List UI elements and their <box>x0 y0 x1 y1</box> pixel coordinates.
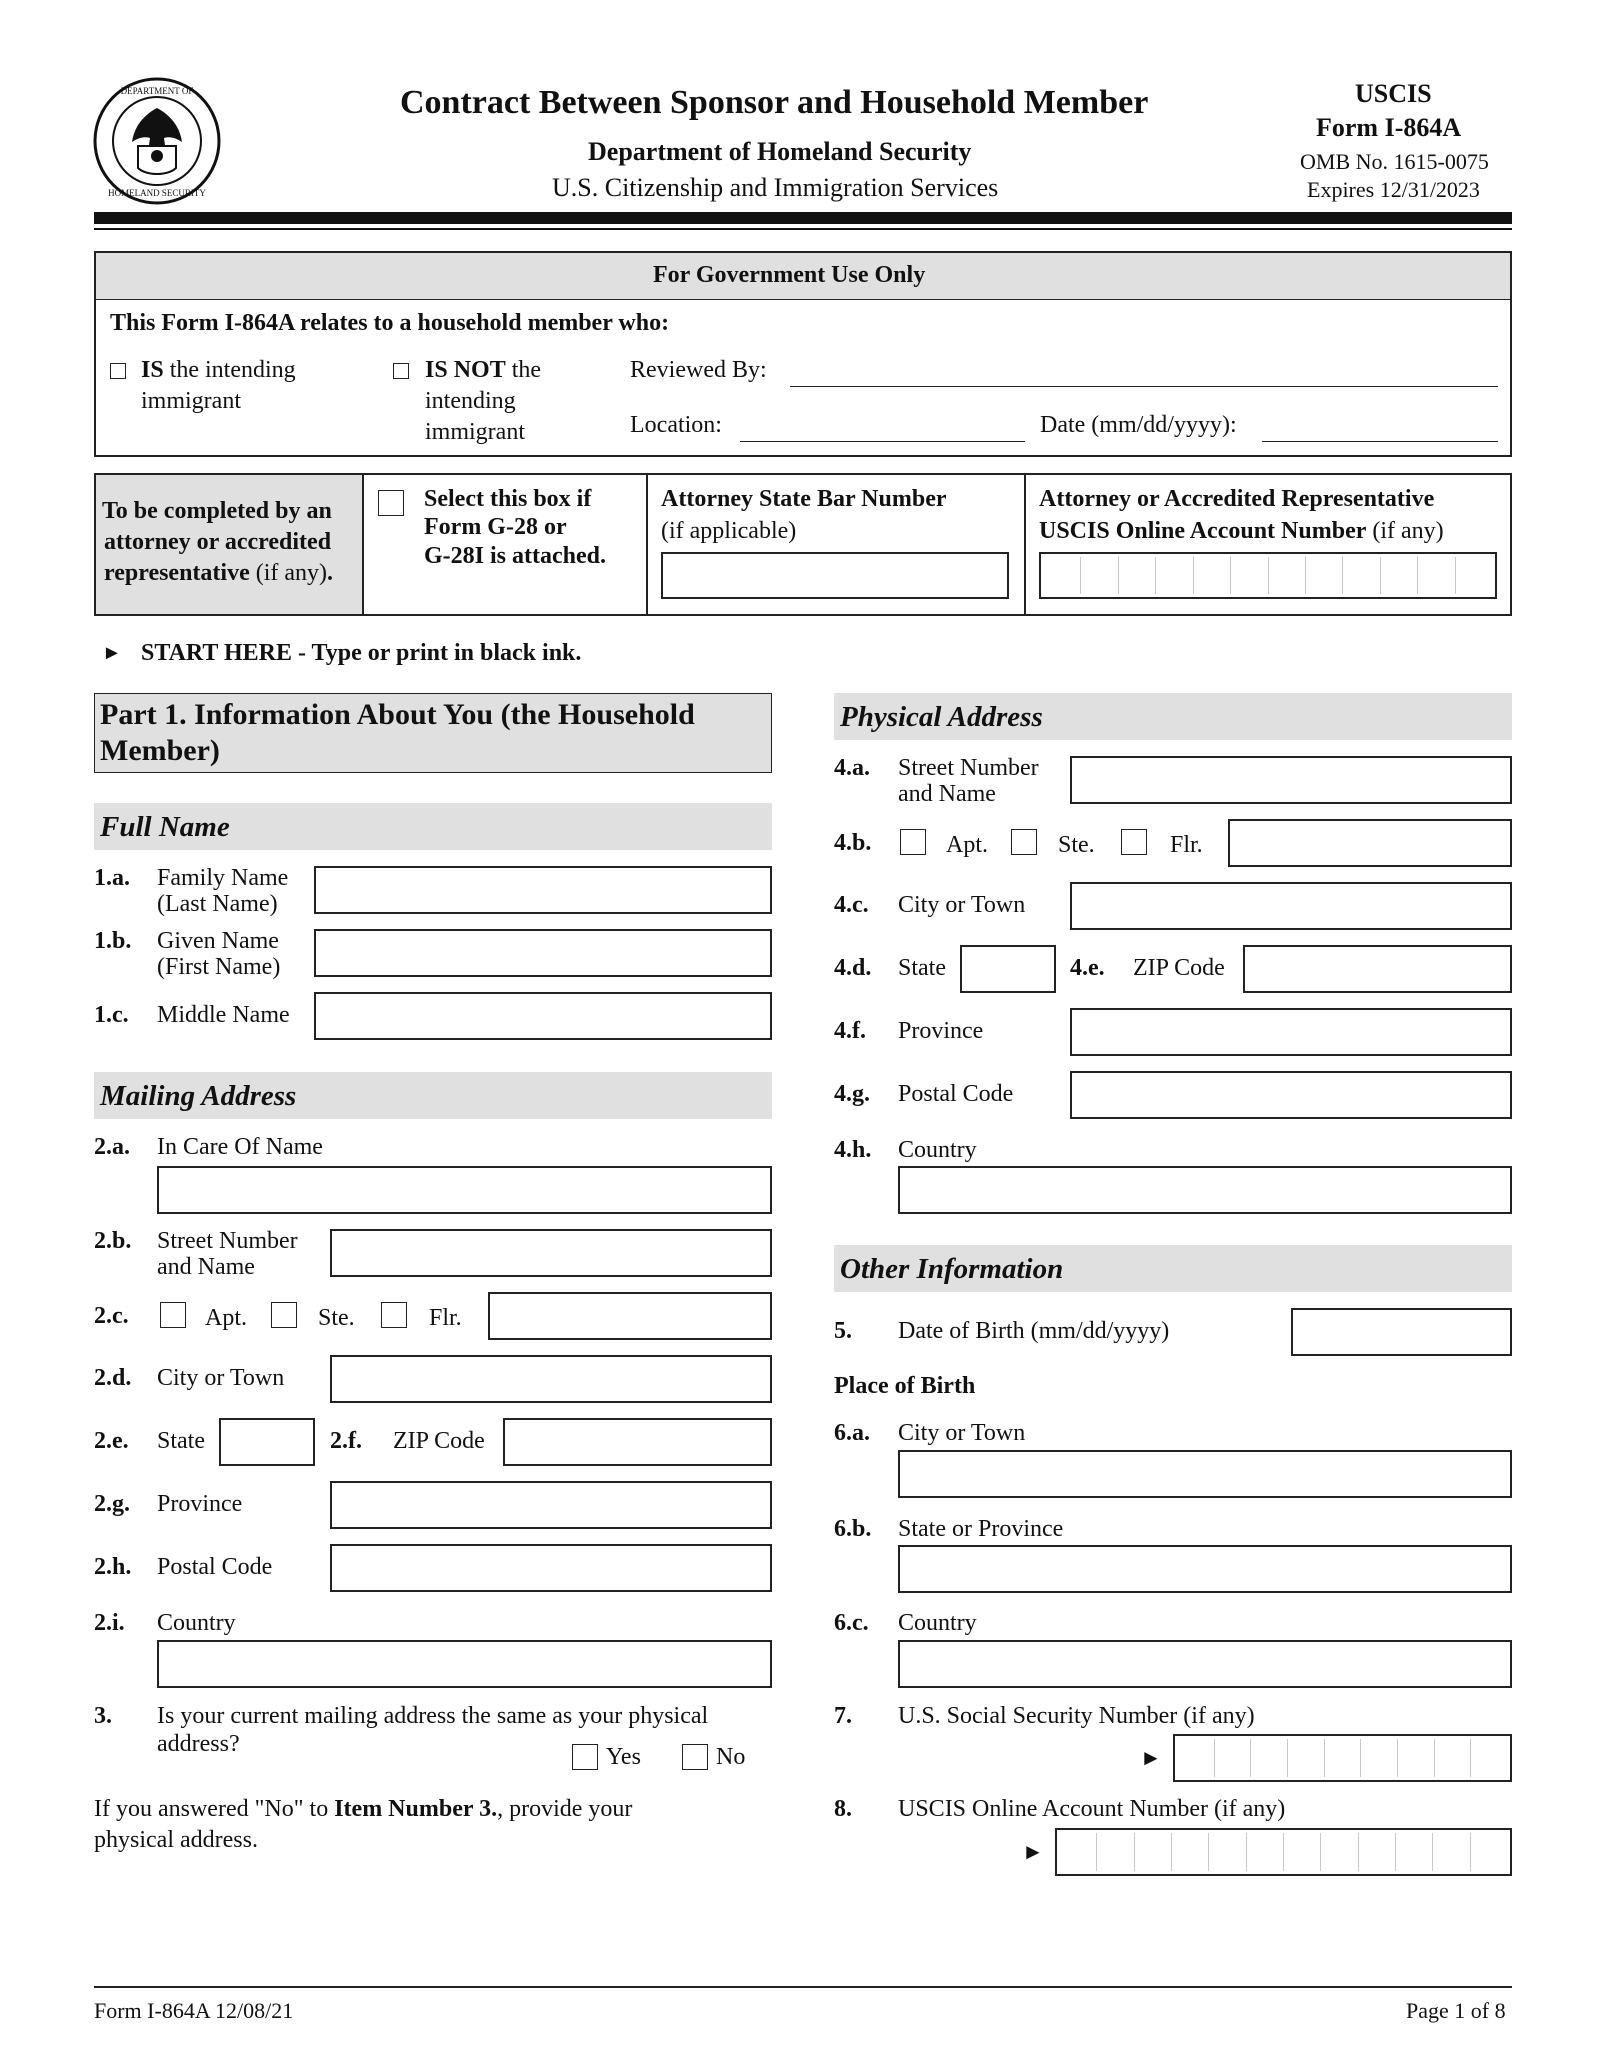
reviewed-by-label: Reviewed By: <box>630 357 767 383</box>
item-2i-number: 2.i. <box>94 1610 125 1636</box>
birth-state-label: State or Province <box>898 1516 1064 1542</box>
physical-address-instruction-line2: physical address. <box>94 1827 258 1853</box>
physical-state-input[interactable] <box>960 945 1056 993</box>
attorney-divider-2 <box>646 475 648 614</box>
item-4b-number: 4.b. <box>834 830 872 856</box>
start-here-text: START HERE - Type or print in black ink. <box>141 640 582 666</box>
full-name-heading: Full Name <box>100 811 230 843</box>
date-of-birth-label: Date of Birth (mm/dd/yyyy) <box>898 1318 1170 1344</box>
g28-line2: Form G-28 or <box>424 514 567 540</box>
mailing-street-input[interactable] <box>330 1229 772 1277</box>
mailing-street-label: Street Number <box>157 1228 298 1254</box>
item-1a-number: 1.a. <box>94 865 130 891</box>
footer-rule <box>94 1986 1512 1988</box>
omb-number: OMB No. 1615-0075 <box>1300 149 1489 174</box>
footer-page-number: Page 1 of 8 <box>1406 1998 1506 2023</box>
item-4h-number: 4.h. <box>834 1137 872 1163</box>
date-line <box>1262 441 1498 442</box>
part1-title-line2: Member) <box>100 734 220 767</box>
physical-zip-label: ZIP Code <box>1133 955 1225 981</box>
physical-unit-input[interactable] <box>1228 819 1512 867</box>
physical-postal-label: Postal Code <box>898 1081 1014 1107</box>
item-1c-number: 1.c. <box>94 1002 129 1028</box>
attorney-col1-line2: attorney or accredited <box>104 529 332 555</box>
mailing-state-input[interactable] <box>219 1418 315 1466</box>
mailing-province-input[interactable] <box>330 1481 772 1529</box>
mailing-state-label: State <box>157 1428 205 1454</box>
given-name-label: Given Name <box>157 928 279 954</box>
physical-state-label: State <box>898 955 946 981</box>
relates-text: This Form I-864A relates to a household member who: <box>110 310 670 336</box>
family-name-label-sub: (Last Name) <box>157 891 278 917</box>
same-address-yes-checkbox[interactable] <box>572 1744 598 1770</box>
middle-name-label: Middle Name <box>157 1002 290 1028</box>
physical-street-label: Street Number <box>898 755 1039 781</box>
same-address-question: Is your current mailing address the same as your physical <box>157 1703 709 1729</box>
physical-apt-checkbox[interactable] <box>900 829 926 855</box>
birth-country-label: Country <box>898 1610 977 1636</box>
mailing-zip-input[interactable] <box>503 1418 772 1466</box>
physical-ste-checkbox[interactable] <box>1011 829 1037 855</box>
item-4f-number: 4.f. <box>834 1018 866 1044</box>
physical-flr-label: Flr. <box>1170 832 1203 858</box>
middle-name-input[interactable] <box>314 992 772 1040</box>
item-4d-number: 4.d. <box>834 955 872 981</box>
form-title: Contract Between Sponsor and Household Member <box>400 84 1149 121</box>
item-6a-number: 6.a. <box>834 1420 870 1446</box>
item-2g-number: 2.g. <box>94 1491 130 1517</box>
mailing-zip-label: ZIP Code <box>393 1428 485 1454</box>
attorney-account-label: Attorney or Accredited Representative <box>1039 486 1435 512</box>
physical-address-heading: Physical Address <box>840 701 1043 733</box>
mailing-flr-label: Flr. <box>429 1305 462 1331</box>
physical-city-input[interactable] <box>1070 882 1512 930</box>
header-rule-thick <box>94 212 1512 224</box>
g28-line1: Select this box if <box>424 486 592 512</box>
is-not-intending-label: IS NOT the <box>425 357 542 383</box>
physical-country-label: Country <box>898 1137 977 1163</box>
start-here-arrow: ► <box>102 642 122 664</box>
ssn-input[interactable] <box>1173 1734 1512 1782</box>
svg-text:HOMELAND SECURITY: HOMELAND SECURITY <box>108 188 206 198</box>
expiration-date: Expires 12/31/2023 <box>1307 177 1480 202</box>
mailing-postal-input[interactable] <box>330 1544 772 1592</box>
mailing-city-label: City or Town <box>157 1365 285 1391</box>
same-address-question-line2: address? <box>157 1731 240 1757</box>
physical-zip-input[interactable] <box>1243 945 1512 993</box>
department-name: Department of Homeland Security <box>588 137 972 166</box>
online-account-input[interactable] <box>1055 1828 1512 1876</box>
item-4e-number: 4.e. <box>1070 955 1105 981</box>
mailing-flr-checkbox[interactable] <box>381 1302 407 1328</box>
same-address-no-checkbox[interactable] <box>682 1744 708 1770</box>
birth-state-input[interactable] <box>898 1545 1512 1593</box>
physical-street-label-sub: and Name <box>898 781 996 807</box>
mailing-apt-checkbox[interactable] <box>160 1302 186 1328</box>
same-address-no-label: No <box>716 1744 746 1770</box>
mailing-apt-label: Apt. <box>205 1305 247 1331</box>
bar-number-sub: (if applicable) <box>661 518 797 544</box>
physical-ste-label: Ste. <box>1058 832 1095 858</box>
item-4c-number: 4.c. <box>834 892 869 918</box>
date-label: Date (mm/dd/yyyy): <box>1040 412 1237 438</box>
is-intending-immigrant-checkbox[interactable] <box>110 363 126 379</box>
ssn-label: U.S. Social Security Number (if any) <box>898 1703 1255 1729</box>
footer-form-edition: Form I-864A 12/08/21 <box>94 1998 294 2023</box>
form-number: Form I-864A <box>1316 113 1462 142</box>
mailing-unit-input[interactable] <box>488 1292 772 1340</box>
attorney-divider-1 <box>362 475 364 614</box>
g28-attached-checkbox[interactable] <box>378 490 404 516</box>
online-account-arrow-icon: ► <box>1022 1839 1044 1864</box>
physical-province-input[interactable] <box>1070 1008 1512 1056</box>
part1-title-line1: Part 1. Information About You (the Household <box>100 698 695 731</box>
bar-number-label: Attorney State Bar Number <box>661 486 947 512</box>
item-2a-number: 2.a. <box>94 1134 130 1160</box>
item-6c-number: 6.c. <box>834 1610 869 1636</box>
location-label: Location: <box>630 412 722 438</box>
header-rule-thin <box>94 228 1512 230</box>
mailing-country-input[interactable] <box>157 1640 772 1688</box>
location-line <box>740 441 1025 442</box>
mailing-ste-label: Ste. <box>318 1305 355 1331</box>
mailing-street-label-sub: and Name <box>157 1254 255 1280</box>
physical-flr-checkbox[interactable] <box>1121 829 1147 855</box>
family-name-input[interactable] <box>314 866 772 914</box>
mailing-postal-label: Postal Code <box>157 1554 273 1580</box>
birth-city-label: City or Town <box>898 1420 1026 1446</box>
ssn-arrow-icon: ► <box>1140 1745 1162 1770</box>
attorney-account-sub: USCIS Online Account Number (if any) <box>1039 518 1444 544</box>
government-use-header: For Government Use Only <box>653 262 926 288</box>
is-not-intending-label-line2: intending <box>425 388 516 414</box>
item-3-number: 3. <box>94 1703 112 1729</box>
item-2f-number: 2.f. <box>330 1428 362 1454</box>
in-care-of-input[interactable] <box>157 1166 772 1214</box>
item-7-number: 7. <box>834 1703 852 1729</box>
item-2e-number: 2.e. <box>94 1428 129 1454</box>
physical-city-label: City or Town <box>898 892 1026 918</box>
item-5-number: 5. <box>834 1318 852 1344</box>
same-address-yes-label: Yes <box>606 1744 641 1770</box>
birth-country-input[interactable] <box>898 1640 1512 1688</box>
place-of-birth-heading: Place of Birth <box>834 1373 976 1399</box>
given-name-input[interactable] <box>314 929 772 977</box>
attorney-account-input[interactable] <box>1039 552 1497 599</box>
item-8-number: 8. <box>834 1796 852 1822</box>
item-4g-number: 4.g. <box>834 1081 870 1107</box>
physical-address-instruction: If you answered "No" to Item Number 3., provide your <box>94 1796 633 1822</box>
item-1b-number: 1.b. <box>94 928 132 954</box>
mailing-address-heading: Mailing Address <box>100 1080 297 1112</box>
attorney-col1-line3: representative (if any). <box>104 560 334 586</box>
uscis-label: USCIS <box>1355 79 1432 108</box>
mailing-ste-checkbox[interactable] <box>271 1302 297 1328</box>
mailing-province-label: Province <box>157 1491 243 1517</box>
item-2h-number: 2.h. <box>94 1554 132 1580</box>
physical-postal-input[interactable] <box>1070 1071 1512 1119</box>
item-2b-number: 2.b. <box>94 1228 132 1254</box>
reviewed-by-line <box>790 386 1498 387</box>
physical-country-input[interactable] <box>898 1166 1512 1214</box>
dhs-seal-logo <box>92 76 222 206</box>
online-account-label: USCIS Online Account Number (if any) <box>898 1796 1286 1822</box>
svg-text:DEPARTMENT OF: DEPARTMENT OF <box>120 86 194 96</box>
bar-number-input[interactable] <box>661 552 1009 599</box>
item-2d-number: 2.d. <box>94 1365 132 1391</box>
attorney-divider-3 <box>1024 475 1026 614</box>
in-care-of-label: In Care Of Name <box>157 1134 323 1160</box>
item-6b-number: 6.b. <box>834 1516 872 1542</box>
g28-line3: G-28I is attached. <box>424 543 606 569</box>
physical-street-input[interactable] <box>1070 756 1512 804</box>
is-intending-label-line2: immigrant <box>141 388 241 414</box>
is-not-intending-immigrant-checkbox[interactable] <box>393 363 409 379</box>
mailing-city-input[interactable] <box>330 1355 772 1403</box>
given-name-label-sub: (First Name) <box>157 954 281 980</box>
family-name-label: Family Name <box>157 865 289 891</box>
mailing-country-label: Country <box>157 1610 236 1636</box>
item-2c-number: 2.c. <box>94 1303 129 1329</box>
attorney-col1-line1: To be completed by an <box>102 498 332 524</box>
agency-name: U.S. Citizenship and Immigration Services <box>552 173 999 202</box>
other-information-heading: Other Information <box>840 1253 1064 1285</box>
item-4a-number: 4.a. <box>834 755 870 781</box>
date-of-birth-input[interactable] <box>1291 1308 1512 1356</box>
birth-city-input[interactable] <box>898 1450 1512 1498</box>
is-not-intending-label-line3: immigrant <box>425 419 525 445</box>
physical-apt-label: Apt. <box>946 832 988 858</box>
physical-province-label: Province <box>898 1018 984 1044</box>
is-intending-label: IS the intending <box>141 357 296 383</box>
